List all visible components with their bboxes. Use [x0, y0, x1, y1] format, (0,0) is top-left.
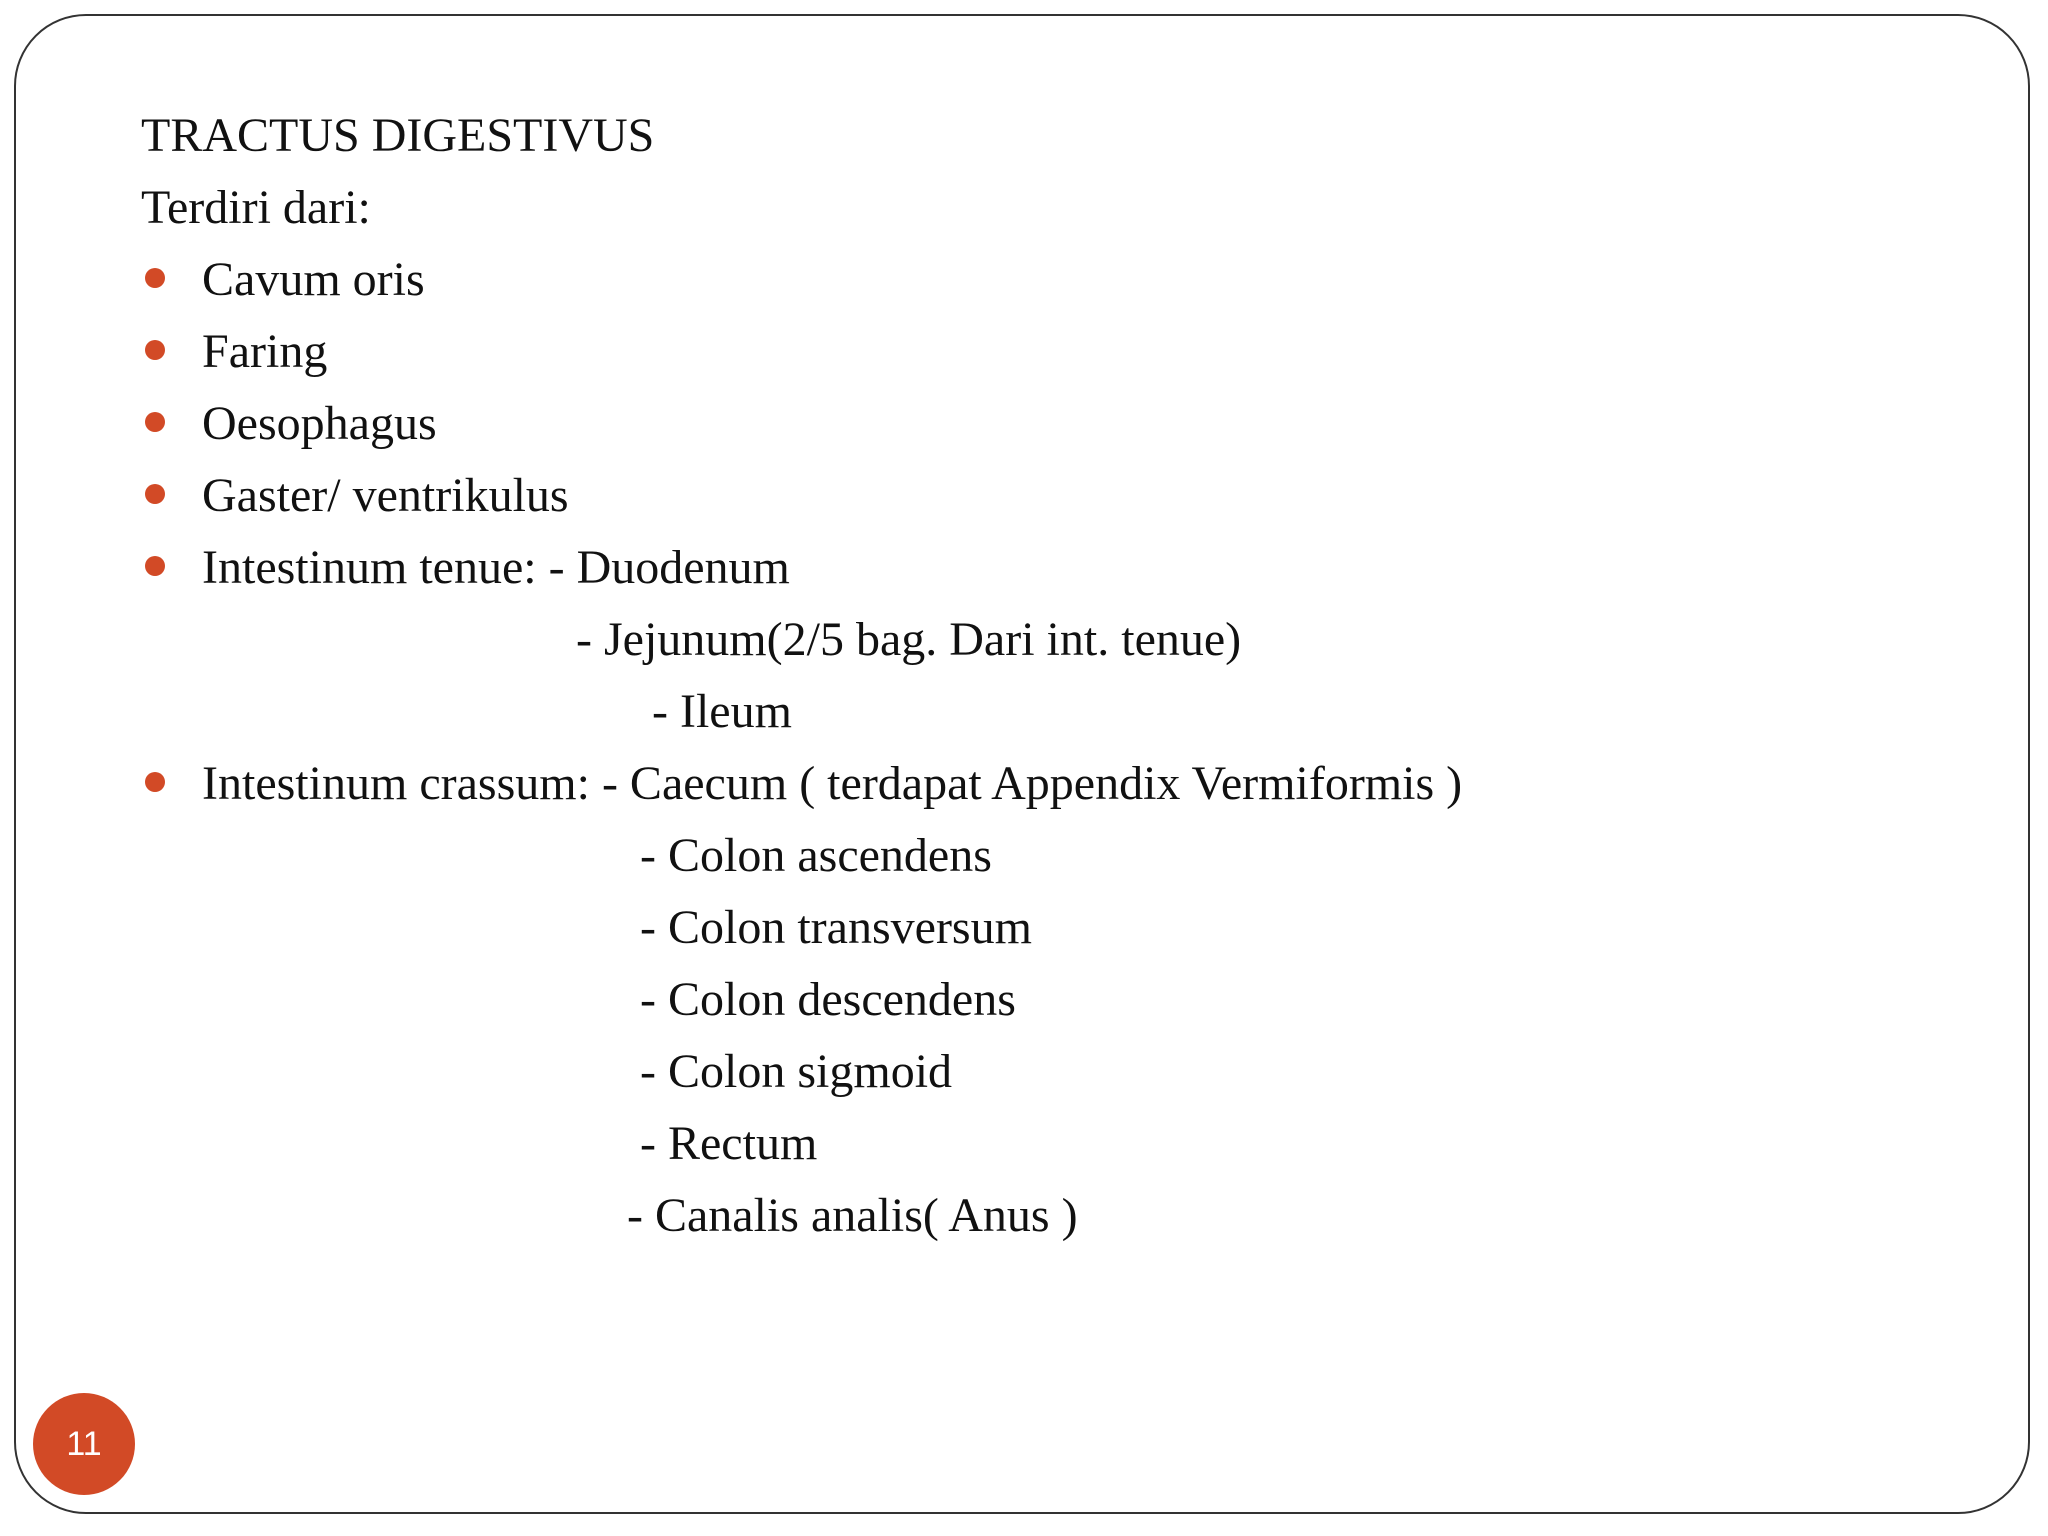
bullet-icon [145, 340, 165, 360]
crassum-sub-item-colon-transversum: - Colon transversum [640, 901, 1032, 954]
bullet-icon [145, 268, 165, 288]
crassum-sub-item-canalis-analis: - Canalis analis( Anus ) [627, 1189, 1078, 1242]
bullet-icon [145, 772, 165, 792]
list-item-intestinum-crassum: Intestinum crassum: - Caecum ( terdapat Appendix Vermiformis ) [202, 757, 1463, 810]
list-item-cavum-oris: Cavum oris [202, 253, 425, 306]
list-item-gaster: Gaster/ ventrikulus [202, 469, 569, 522]
page-number-badge: 11 [33, 1393, 135, 1495]
slide-title: TRACTUS DIGESTIVUS [141, 109, 655, 162]
tenue-sub-item-ileum: - Ileum [652, 685, 792, 738]
crassum-sub-item-colon-ascendens: - Colon ascendens [640, 829, 992, 882]
list-item-oesophagus: Oesophagus [202, 397, 437, 450]
list-item-intestinum-tenue: Intestinum tenue: - Duodenum [202, 541, 790, 594]
bullet-icon [145, 484, 165, 504]
crassum-sub-item-colon-sigmoid: - Colon sigmoid [640, 1045, 953, 1098]
slide-subtitle: Terdiri dari: [141, 181, 371, 234]
crassum-sub-item-colon-descendens: - Colon descendens [640, 973, 1016, 1026]
bullet-icon [145, 412, 165, 432]
crassum-sub-item-rectum: - Rectum [640, 1117, 818, 1170]
tenue-sub-item-jejunum: - Jejunum(2/5 bag. Dari int. tenue) [576, 613, 1242, 666]
list-item-faring: Faring [202, 325, 328, 378]
bullet-icon [145, 556, 165, 576]
